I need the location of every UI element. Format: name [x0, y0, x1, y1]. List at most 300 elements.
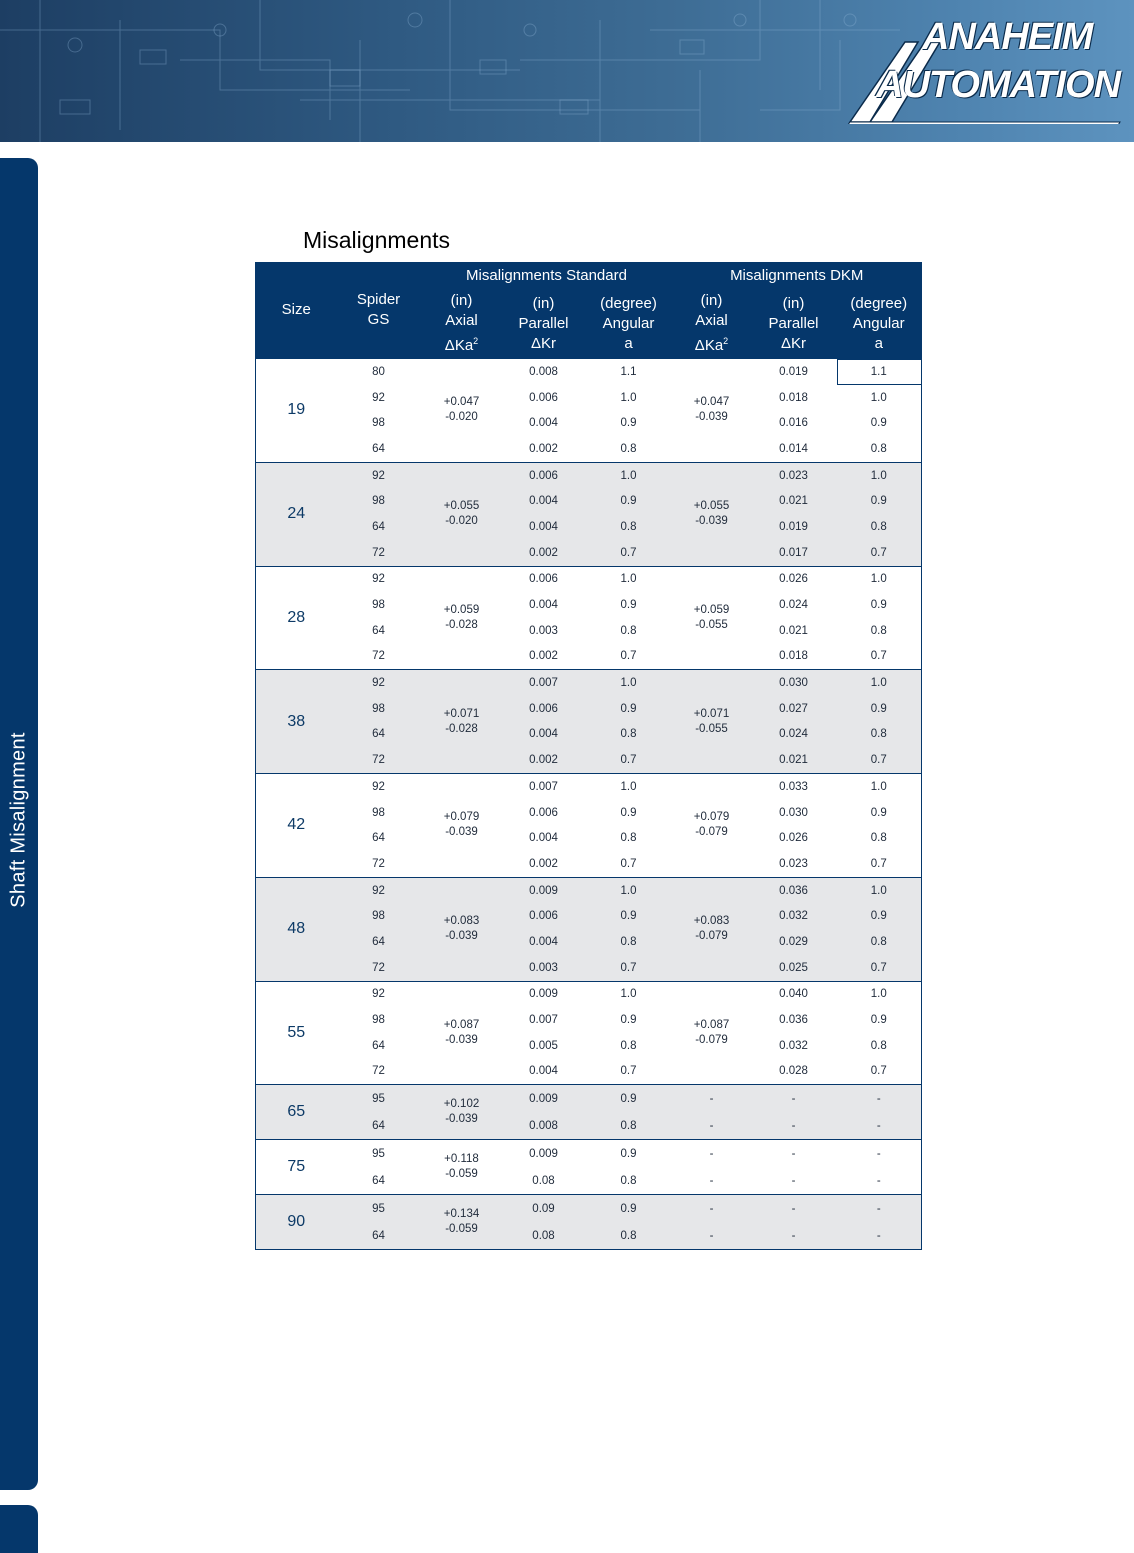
table-row: [256, 1059, 922, 1085]
table-row: [256, 1112, 922, 1140]
std-parallel-cell: 0.008: [503, 359, 585, 385]
table-row: [256, 1222, 922, 1250]
spider-cell: 72: [337, 644, 421, 670]
dkm-angular-cell: 0.7: [837, 644, 922, 670]
std-axial-cell-minus: -0.039: [445, 1113, 478, 1126]
dkm-angular-cell: 1.0: [837, 385, 922, 411]
dkm-axial-cell: [673, 877, 751, 981]
table-row: [256, 903, 922, 929]
size-cell: 28: [256, 566, 337, 670]
col-std-axial: [421, 289, 503, 359]
spider-cell: 72: [337, 851, 421, 877]
col-std-parallel-name: Parallel: [518, 314, 569, 332]
std-axial-cell-plus: +0.059: [443, 603, 480, 616]
std-angular-cell: 0.8: [585, 436, 673, 462]
table-row: [256, 1007, 922, 1033]
std-parallel-cell: 0.006: [503, 566, 585, 592]
table-row: [256, 410, 922, 436]
std-angular-cell: 0.8: [585, 825, 673, 851]
dkm-axial-cell-minus: -0.079: [695, 930, 728, 943]
col-dkm-angular-unit: (degree): [850, 294, 908, 312]
dkm-axial-cell-plus: +0.079: [693, 811, 730, 824]
std-axial-cell-plus: +0.087: [443, 1018, 480, 1031]
std-parallel-cell: 0.004: [503, 488, 585, 514]
dkm-parallel-cell: 0.016: [751, 410, 837, 436]
dkm-parallel-cell: -: [751, 1167, 837, 1195]
logo-line1: ANAHEIM: [922, 16, 1093, 58]
dkm-axial-cell-minus: -0.055: [695, 618, 728, 631]
dkm-parallel-cell: 0.024: [751, 592, 837, 618]
std-axial-cell-plus: +0.102: [443, 1098, 480, 1111]
std-axial-cell: [421, 670, 503, 774]
size-cell: 19: [256, 359, 337, 463]
std-parallel-cell: 0.009: [503, 981, 585, 1007]
spider-cell: 64: [337, 514, 421, 540]
page-title: Misalignments: [303, 227, 450, 253]
std-axial-cell: [421, 1140, 503, 1195]
dkm-parallel-cell: 0.036: [751, 877, 837, 903]
std-angular-cell: 0.9: [585, 800, 673, 826]
spider-cell: 95: [337, 1085, 421, 1113]
col-dkm-axial-name: Axial: [695, 312, 728, 329]
dkm-axial-cell-minus: -0.079: [695, 826, 728, 839]
col-dkm-angular-name: Angular: [852, 314, 905, 332]
std-parallel-cell: 0.009: [503, 1085, 585, 1113]
dkm-axial-cell-plus: +0.059: [693, 603, 730, 616]
std-axial-cell: [421, 877, 503, 981]
dkm-parallel-cell: 0.026: [751, 566, 837, 592]
spider-cell: 92: [337, 566, 421, 592]
spider-cell: 92: [337, 877, 421, 903]
std-parallel-cell: 0.002: [503, 436, 585, 462]
std-angular-cell: 0.9: [585, 1140, 673, 1168]
table-row: [256, 1140, 922, 1168]
std-angular-cell: 1.0: [585, 462, 673, 488]
std-axial-cell-minus: -0.059: [445, 1168, 478, 1181]
dkm-axial-cell-minus: -0.079: [695, 1033, 728, 1046]
dkm-angular-cell: 1.0: [837, 566, 922, 592]
dkm-parallel-cell: 0.017: [751, 540, 837, 566]
table-row: [256, 774, 922, 800]
std-axial-cell-plus: +0.071: [443, 707, 480, 720]
spider-cell: 72: [337, 540, 421, 566]
std-axial-cell-minus: -0.059: [445, 1223, 478, 1236]
dkm-parallel-cell: 0.025: [751, 955, 837, 981]
spider-cell: 92: [337, 774, 421, 800]
std-parallel-cell: 0.003: [503, 618, 585, 644]
std-parallel-cell: 0.007: [503, 1007, 585, 1033]
dkm-angular-cell: 0.9: [837, 903, 922, 929]
std-parallel-cell: 0.002: [503, 851, 585, 877]
dkm-parallel-cell: 0.014: [751, 436, 837, 462]
col-dkm-parallel-name: Parallel: [768, 314, 819, 332]
table-row: [256, 800, 922, 826]
size-cell: 75: [256, 1140, 337, 1195]
table-row: [256, 540, 922, 566]
misalignment-table-container: [255, 262, 921, 1250]
dkm-parallel-cell: 0.033: [751, 774, 837, 800]
dkm-angular-cell: 1.0: [837, 462, 922, 488]
std-angular-cell: 0.7: [585, 747, 673, 773]
table-row: [256, 566, 922, 592]
size-cell: 55: [256, 981, 337, 1085]
spider-cell: 98: [337, 488, 421, 514]
col-spider-line2: GS: [367, 311, 390, 328]
dkm-parallel-cell: 0.032: [751, 903, 837, 929]
dkm-angular-cell: 1.0: [837, 877, 922, 903]
std-angular-cell: 1.0: [585, 385, 673, 411]
dkm-parallel-cell: 0.021: [751, 488, 837, 514]
spider-cell: 72: [337, 955, 421, 981]
col-std-axial-unit: (in): [450, 292, 473, 309]
spider-cell: 64: [337, 1167, 421, 1195]
std-axial-cell: [421, 774, 503, 878]
std-angular-cell: 0.7: [585, 851, 673, 877]
std-angular-cell: 0.7: [585, 1059, 673, 1085]
spider-cell: 98: [337, 903, 421, 929]
dkm-parallel-cell: 0.036: [751, 1007, 837, 1033]
spider-cell: 98: [337, 1007, 421, 1033]
std-parallel-cell: 0.006: [503, 903, 585, 929]
size-cell: 38: [256, 670, 337, 774]
col-dkm-axial-symbol-text: ΔKa: [694, 337, 724, 354]
std-angular-cell: 0.9: [585, 1085, 673, 1113]
std-parallel-cell: 0.004: [503, 929, 585, 955]
group-header-row: [256, 262, 922, 289]
std-parallel-cell: 0.004: [503, 825, 585, 851]
spider-cell: 98: [337, 592, 421, 618]
dkm-parallel-cell: 0.027: [751, 696, 837, 722]
dkm-parallel-cell: 0.019: [751, 359, 837, 385]
dkm-axial-cell-minus: -0.055: [695, 722, 728, 735]
col-dkm-axial: [673, 289, 751, 359]
std-angular-cell: 1.0: [585, 981, 673, 1007]
spider-cell: 95: [337, 1195, 421, 1223]
spider-cell: 64: [337, 929, 421, 955]
dkm-angular-cell: 0.9: [837, 488, 922, 514]
col-dkm-angular-symbol: a: [874, 334, 883, 352]
dkm-angular-cell: 1.0: [837, 981, 922, 1007]
dkm-parallel-cell: 0.021: [751, 747, 837, 773]
table-row: [256, 1167, 922, 1195]
table-row: [256, 592, 922, 618]
dkm-angular-cell: 0.7: [837, 540, 922, 566]
spider-cell: 80: [337, 359, 421, 385]
page-number-tab: [0, 1505, 38, 1553]
std-angular-cell: 0.9: [585, 1195, 673, 1223]
std-parallel-cell: 0.007: [503, 670, 585, 696]
std-axial-cell-plus: +0.118: [444, 1153, 479, 1166]
col-std-axial-sup: 2: [473, 336, 479, 346]
dkm-axial-cell: [673, 670, 751, 774]
col-size: Size: [256, 262, 337, 359]
std-axial-cell-plus: +0.079: [443, 811, 480, 824]
std-angular-cell: 1.0: [585, 670, 673, 696]
table-row: [256, 644, 922, 670]
col-spider: [337, 262, 421, 359]
dkm-parallel-cell: 0.026: [751, 825, 837, 851]
std-parallel-cell: 0.009: [503, 877, 585, 903]
col-std-angular: [585, 289, 673, 359]
std-angular-cell: 1.0: [585, 774, 673, 800]
dkm-parallel-cell: -: [751, 1112, 837, 1140]
size-cell: 90: [256, 1195, 337, 1250]
dkm-parallel-cell: 0.028: [751, 1059, 837, 1085]
dkm-angular-cell: 1.1: [837, 359, 922, 385]
sidebar-label: Shaft Misalignment: [7, 732, 30, 908]
dkm-parallel-cell: 0.029: [751, 929, 837, 955]
misalignment-table: [255, 262, 922, 1250]
dkm-axial-cell: -: [673, 1140, 751, 1168]
dkm-angular-cell: 0.7: [837, 747, 922, 773]
spider-cell: 98: [337, 696, 421, 722]
std-parallel-cell: 0.005: [503, 1033, 585, 1059]
dkm-angular-cell: 0.9: [837, 592, 922, 618]
dkm-axial-cell: [673, 566, 751, 670]
table-row: [256, 1195, 922, 1223]
table-row: [256, 488, 922, 514]
table-row: [256, 722, 922, 748]
size-cell: 24: [256, 462, 337, 566]
dkm-axial-cell-plus: +0.055: [693, 500, 730, 513]
dkm-axial-cell-plus: +0.071: [693, 707, 730, 720]
std-angular-cell: 0.7: [585, 540, 673, 566]
std-axial-cell: [421, 566, 503, 670]
dkm-angular-cell: 0.8: [837, 514, 922, 540]
std-axial-cell-minus: -0.028: [445, 618, 478, 631]
col-std-parallel-symbol: ΔKr: [530, 334, 557, 352]
spider-cell: 64: [337, 618, 421, 644]
std-angular-cell: 0.8: [585, 1167, 673, 1195]
dkm-angular-cell: 0.9: [837, 800, 922, 826]
col-std-angular-name: Angular: [602, 314, 655, 332]
table-row: [256, 929, 922, 955]
spider-cell: 98: [337, 410, 421, 436]
group-standard: Misalignments Standard: [421, 262, 673, 289]
std-axial-cell-minus: -0.020: [445, 515, 478, 528]
dkm-angular-cell: 0.9: [837, 696, 922, 722]
std-angular-cell: 1.0: [585, 877, 673, 903]
std-parallel-cell: 0.002: [503, 747, 585, 773]
std-parallel-cell: 0.08: [503, 1222, 585, 1250]
dkm-parallel-cell: 0.021: [751, 618, 837, 644]
dkm-axial-cell: [673, 981, 751, 1085]
spider-cell: 92: [337, 670, 421, 696]
std-axial-cell: [421, 1195, 503, 1250]
dkm-axial-cell: [673, 774, 751, 878]
table-row: [256, 462, 922, 488]
size-cell: 42: [256, 774, 337, 878]
header-banner: [0, 0, 1134, 142]
spider-cell: 72: [337, 747, 421, 773]
dkm-parallel-cell: -: [751, 1195, 837, 1223]
std-axial-cell-plus: +0.055: [443, 500, 480, 513]
size-cell: 65: [256, 1085, 337, 1140]
col-std-axial-symbol-text: ΔKa: [444, 337, 474, 354]
std-angular-cell: 0.8: [585, 618, 673, 644]
dkm-angular-cell: 1.0: [837, 670, 922, 696]
dkm-angular-cell: 0.7: [837, 1059, 922, 1085]
spider-cell: 64: [337, 436, 421, 462]
dkm-axial-cell-minus: -0.039: [695, 515, 728, 528]
table-row: [256, 359, 922, 385]
table-row: [256, 877, 922, 903]
table-row: [256, 1033, 922, 1059]
std-angular-cell: 0.8: [585, 1033, 673, 1059]
std-angular-cell: 0.9: [585, 488, 673, 514]
std-angular-cell: 0.9: [585, 696, 673, 722]
col-dkm-axial-unit: (in): [700, 292, 723, 309]
std-parallel-cell: 0.002: [503, 644, 585, 670]
std-angular-cell: 0.9: [585, 1007, 673, 1033]
dkm-angular-cell: 0.8: [837, 618, 922, 644]
company-logo: [830, 12, 1125, 124]
dkm-parallel-cell: 0.023: [751, 851, 837, 877]
std-axial-cell-minus: -0.039: [445, 930, 478, 943]
std-axial-cell-minus: -0.039: [445, 826, 478, 839]
std-axial-cell: [421, 359, 503, 463]
spider-cell: 64: [337, 1033, 421, 1059]
std-axial-cell-minus: -0.039: [445, 1033, 478, 1046]
spider-cell: 72: [337, 1059, 421, 1085]
std-parallel-cell: 0.08: [503, 1167, 585, 1195]
dkm-axial-cell: -: [673, 1112, 751, 1140]
std-parallel-cell: 0.007: [503, 774, 585, 800]
dkm-axial-cell: [673, 359, 751, 463]
std-parallel-cell: 0.008: [503, 1112, 585, 1140]
dkm-angular-cell: 0.9: [837, 410, 922, 436]
std-angular-cell: 0.8: [585, 1222, 673, 1250]
dkm-angular-cell: 0.9: [837, 1007, 922, 1033]
dkm-angular-cell: 0.8: [837, 722, 922, 748]
std-parallel-cell: 0.004: [503, 592, 585, 618]
dkm-axial-cell: -: [673, 1085, 751, 1113]
std-angular-cell: 0.8: [585, 722, 673, 748]
dkm-parallel-cell: 0.030: [751, 800, 837, 826]
std-axial-cell-minus: -0.028: [445, 722, 478, 735]
spider-cell: 92: [337, 385, 421, 411]
col-dkm-parallel: [751, 289, 837, 359]
table-row: [256, 1085, 922, 1113]
spider-cell: 92: [337, 981, 421, 1007]
table-row: [256, 618, 922, 644]
spider-cell: 64: [337, 722, 421, 748]
std-angular-cell: 0.9: [585, 592, 673, 618]
col-dkm-axial-symbol: [673, 331, 751, 356]
std-angular-cell: 1.1: [585, 359, 673, 385]
dkm-parallel-cell: 0.040: [751, 981, 837, 1007]
col-dkm-axial-sup: 2: [723, 336, 729, 346]
size-cell: 48: [256, 877, 337, 981]
table-row: [256, 514, 922, 540]
col-std-parallel: [503, 289, 585, 359]
std-parallel-cell: 0.003: [503, 955, 585, 981]
dkm-parallel-cell: -: [751, 1222, 837, 1250]
dkm-angular-cell: 0.8: [837, 825, 922, 851]
table-row: [256, 436, 922, 462]
dkm-angular-cell: 0.7: [837, 955, 922, 981]
col-std-axial-symbol: [421, 331, 503, 356]
std-axial-cell: [421, 462, 503, 566]
dkm-angular-cell: 0.7: [837, 851, 922, 877]
dkm-angular-cell: -: [837, 1112, 922, 1140]
dkm-angular-cell: -: [837, 1085, 922, 1113]
dkm-axial-cell: [673, 462, 751, 566]
dkm-axial-cell: -: [673, 1195, 751, 1223]
table-row: [256, 670, 922, 696]
table-row: [256, 851, 922, 877]
spider-cell: 64: [337, 1112, 421, 1140]
dkm-angular-cell: -: [837, 1222, 922, 1250]
spider-cell: 92: [337, 462, 421, 488]
std-axial-cell: [421, 1085, 503, 1140]
group-dkm: Misalignments DKM: [673, 262, 922, 289]
dkm-angular-cell: 0.8: [837, 929, 922, 955]
std-angular-cell: 0.8: [585, 929, 673, 955]
spider-cell: 95: [337, 1140, 421, 1168]
std-axial-cell: [421, 981, 503, 1085]
std-parallel-cell: 0.002: [503, 540, 585, 566]
col-std-axial-name: Axial: [445, 312, 478, 329]
std-parallel-cell: 0.004: [503, 514, 585, 540]
table-row: [256, 385, 922, 411]
dkm-angular-cell: 0.8: [837, 436, 922, 462]
std-parallel-cell: 0.009: [503, 1140, 585, 1168]
std-parallel-cell: 0.004: [503, 1059, 585, 1085]
std-parallel-cell: 0.004: [503, 722, 585, 748]
spider-cell: 64: [337, 825, 421, 851]
dkm-parallel-cell: 0.019: [751, 514, 837, 540]
dkm-axial-cell-minus: -0.039: [695, 411, 728, 424]
std-angular-cell: 0.9: [585, 903, 673, 929]
dkm-axial-cell-plus: +0.087: [693, 1018, 730, 1031]
dkm-parallel-cell: -: [751, 1140, 837, 1168]
col-dkm-angular: [837, 289, 922, 359]
dkm-parallel-cell: -: [751, 1085, 837, 1113]
dkm-parallel-cell: 0.032: [751, 1033, 837, 1059]
std-axial-cell-minus: -0.020: [445, 411, 478, 424]
dkm-parallel-cell: 0.018: [751, 385, 837, 411]
std-parallel-cell: 0.006: [503, 800, 585, 826]
dkm-parallel-cell: 0.023: [751, 462, 837, 488]
col-dkm-parallel-unit: (in): [782, 294, 805, 312]
spider-cell: 64: [337, 1222, 421, 1250]
dkm-parallel-cell: 0.030: [751, 670, 837, 696]
table-row: [256, 955, 922, 981]
dkm-angular-cell: -: [837, 1195, 922, 1223]
table-row: [256, 825, 922, 851]
table-row: [256, 981, 922, 1007]
col-std-parallel-unit: (in): [532, 294, 555, 312]
table-row: [256, 696, 922, 722]
dkm-axial-cell: -: [673, 1222, 751, 1250]
std-angular-cell: 0.8: [585, 1112, 673, 1140]
std-angular-cell: 1.0: [585, 566, 673, 592]
std-angular-cell: 0.7: [585, 644, 673, 670]
std-angular-cell: 0.7: [585, 955, 673, 981]
std-angular-cell: 0.8: [585, 514, 673, 540]
logo-line2: AUTOMATION: [876, 64, 1121, 106]
std-parallel-cell: 0.004: [503, 410, 585, 436]
col-dkm-parallel-symbol: ΔKr: [780, 334, 807, 352]
col-std-angular-symbol: a: [624, 334, 633, 352]
std-parallel-cell: 0.09: [503, 1195, 585, 1223]
table-row: [256, 747, 922, 773]
dkm-angular-cell: 0.8: [837, 1033, 922, 1059]
dkm-angular-cell: -: [837, 1140, 922, 1168]
table-body: [256, 359, 922, 1250]
col-std-angular-unit: (degree): [600, 294, 657, 312]
